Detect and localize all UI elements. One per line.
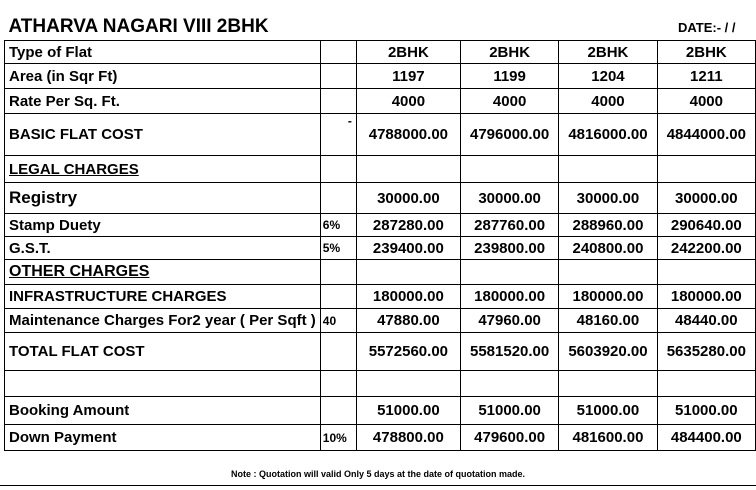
value-cell: 48440.00 [657,309,755,333]
table-row [5,397,756,425]
value-cell: 239800.00 [460,237,558,260]
pct-cell [320,333,356,371]
quotation-note: Note : Quotation will valid Only 5 days at the date of quotation made. [230,469,526,479]
value-cell: 5603920.00 [559,333,657,371]
table-row [5,183,756,214]
value-cell: 2BHK [356,41,460,64]
value-cell: 30000.00 [460,183,558,214]
empty-cell [320,156,356,183]
pct-cell: 6% [320,214,356,237]
empty-cell [356,371,460,397]
value-cell: 290640.00 [657,214,755,237]
value-cell: 30000.00 [559,183,657,214]
value-cell: 481600.00 [559,425,657,451]
empty-cell [356,156,460,183]
pct-cell [320,397,356,425]
row-label: Maintenance Charges For2 year ( Per Sqft ) [5,309,321,333]
value-cell: 1211 [657,64,755,89]
value-cell: 180000.00 [460,285,558,309]
empty-cell [559,260,657,285]
value-cell: 30000.00 [657,183,755,214]
empty-cell [460,260,558,285]
dash-mark: - [320,114,356,156]
pct-cell: 10% [320,425,356,451]
page-title: ATHARVA NAGARI VIII 2BHK [8,16,269,37]
row-label: Registry [5,183,321,214]
value-cell: 5581520.00 [460,333,558,371]
table-row [5,237,756,260]
title-row [5,14,756,41]
value-cell: 242200.00 [657,237,755,260]
empty-cell [460,156,558,183]
value-cell: 1199 [460,64,558,89]
value-cell: 479600.00 [460,425,558,451]
empty-cell [559,371,657,397]
value-cell: 4816000.00 [559,114,657,156]
empty-cell [657,156,755,183]
pct-cell [320,285,356,309]
value-cell: 240800.00 [559,237,657,260]
value-cell: 2BHK [559,41,657,64]
empty-cell [5,371,321,397]
value-cell: 180000.00 [657,285,755,309]
table-row [5,285,756,309]
value-cell: 4844000.00 [657,114,755,156]
empty-cell [320,371,356,397]
row-label: Area (in Sqr Ft) [5,64,321,89]
row-label: Booking Amount [5,397,321,425]
value-cell: 1204 [559,64,657,89]
value-cell: 1197 [356,64,460,89]
value-cell: 47960.00 [460,309,558,333]
value-cell: 48160.00 [559,309,657,333]
value-cell: 47880.00 [356,309,460,333]
table-row [5,333,756,371]
table-row [5,114,756,156]
value-cell: 287760.00 [460,214,558,237]
value-cell: 288960.00 [559,214,657,237]
row-label: TOTAL FLAT COST [5,333,321,371]
section-heading: OTHER CHARGES [5,260,321,285]
row-label: INFRASTRUCTURE CHARGES [5,285,321,309]
row-label: Stamp Duety [5,214,321,237]
table-row [5,41,756,64]
table-row [5,425,756,451]
row-label: Rate Per Sq. Ft. [5,89,321,114]
pct-cell [320,89,356,114]
table-row [5,214,756,237]
value-cell: 4000 [657,89,755,114]
value-cell: 2BHK [657,41,755,64]
empty-cell [320,260,356,285]
pct-cell [320,183,356,214]
pct-cell [320,41,356,64]
empty-cell [460,371,558,397]
table-row [5,260,756,285]
value-cell: 287280.00 [356,214,460,237]
empty-cell [657,260,755,285]
bottom-rule [0,485,756,486]
value-cell: 51000.00 [356,397,460,425]
value-cell: 51000.00 [460,397,558,425]
pct-cell: 40 [320,309,356,333]
value-cell: 30000.00 [356,183,460,214]
value-cell: 4788000.00 [356,114,460,156]
value-cell: 180000.00 [559,285,657,309]
section-heading: LEGAL CHARGES [5,156,321,183]
row-label: Type of Flat [5,41,321,64]
value-cell: 51000.00 [559,397,657,425]
value-cell: 51000.00 [657,397,755,425]
value-cell: 484400.00 [657,425,755,451]
row-label: G.S.T. [5,237,321,260]
value-cell: 2BHK [460,41,558,64]
pct-cell: 5% [320,237,356,260]
value-cell: 239400.00 [356,237,460,260]
row-label: BASIC FLAT COST [5,114,321,156]
value-cell: 5635280.00 [657,333,755,371]
value-cell: 478800.00 [356,425,460,451]
empty-cell [356,260,460,285]
row-label: Down Payment [5,425,321,451]
table-row [5,371,756,397]
table-row [5,309,756,333]
pct-cell [320,64,356,89]
empty-cell [559,156,657,183]
table-row [5,89,756,114]
quotation-table [4,14,756,451]
value-cell: 4000 [460,89,558,114]
value-cell: 180000.00 [356,285,460,309]
value-cell: 5572560.00 [356,333,460,371]
value-cell: 4000 [356,89,460,114]
value-cell: 4000 [559,89,657,114]
date-label: DATE:- / / [677,19,736,35]
value-cell: 4796000.00 [460,114,558,156]
table-row [5,64,756,89]
table-row [5,156,756,183]
empty-cell [657,371,755,397]
